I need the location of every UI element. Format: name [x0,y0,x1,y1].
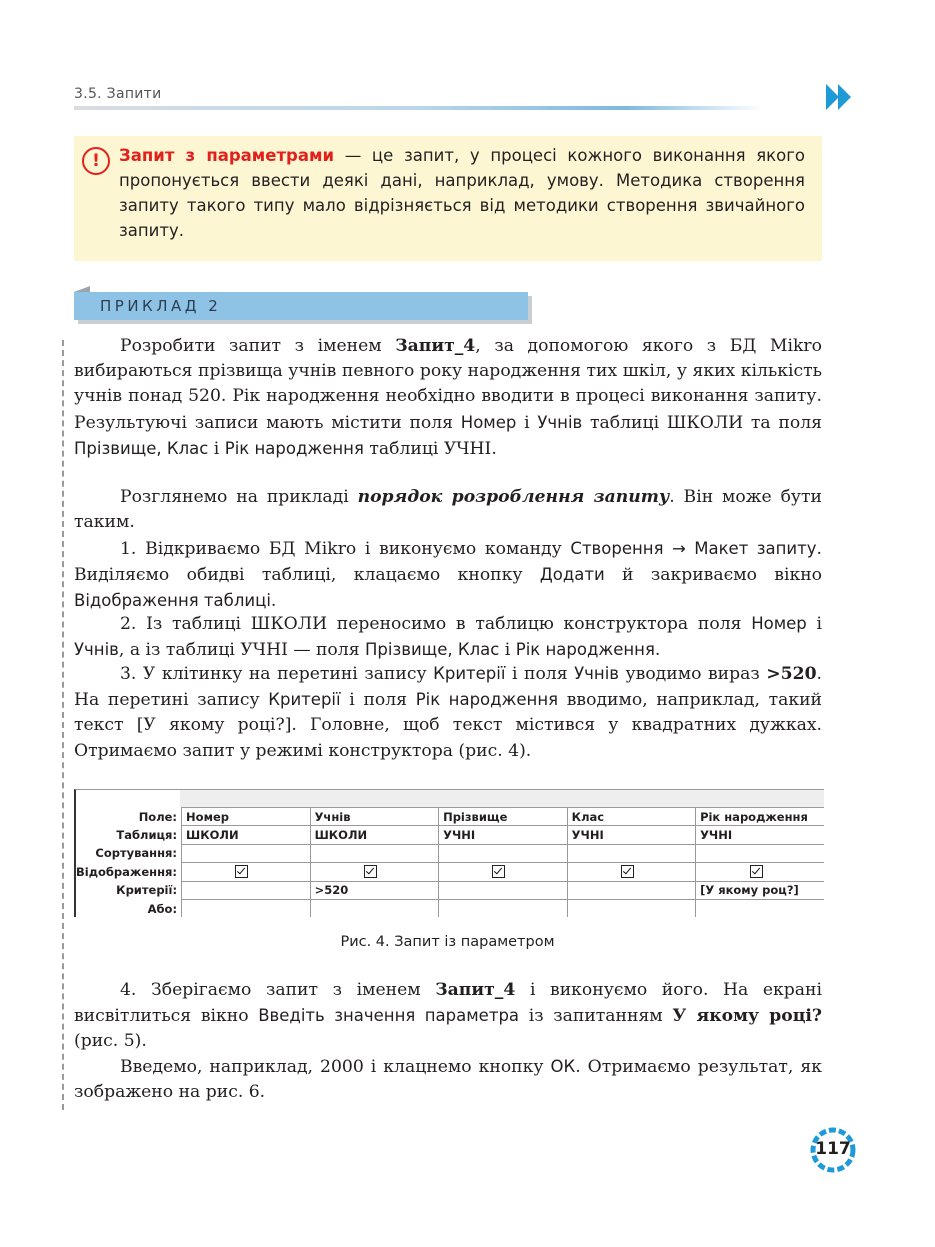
grid-row-criteria [76,881,824,899]
paragraph-step-4: 4. Зберігаємо запит з іменем Запит_4 і виконуємо його. На екрані висвітлиться вікно Введіть значення параметра із запитанням У якому році? (рис. 5). [74,980,822,1052]
grid-row-table [76,826,824,844]
example-banner [74,292,528,320]
grid-row-or [76,899,824,917]
grid-cell[interactable] [182,844,311,862]
show-checkbox[interactable] [750,865,763,878]
show-checkbox[interactable] [621,865,634,878]
row-label: Сортування: [95,846,178,861]
double-arrow-icon [826,84,854,110]
definition-body: — це запит, у процесі кожного виконання якого пропонується ввести деякі дані, наприклад, умову. Методика створення запиту такого типу мало відрізняється від методики створення звичайного запиту. [119,146,805,240]
grid-cell[interactable]: ШКОЛИ [310,826,439,844]
row-label: Поле: [138,809,178,824]
row-label: Таблиця: [116,828,178,843]
grid-cell[interactable]: Рік народження [696,808,824,826]
grid-cell[interactable]: >520 [310,881,439,899]
grid-cell[interactable] [310,899,439,917]
grid-cell[interactable] [696,899,824,917]
example-label: ПРИКЛАД 2 [100,297,222,315]
example-margin-line [62,340,64,1110]
grid-cell [310,863,439,881]
grid-cell[interactable] [567,899,695,917]
grid-header-bar [180,790,824,807]
show-checkbox[interactable] [364,865,377,878]
grid-cell[interactable] [439,844,568,862]
paragraph-step-3: 3. У клітинку на перетині запису Критерії і поля Учнів уводимо вираз >520. На перетині запису Критерії і поля Рік народження вводимо, наприклад, такий текст [У якому році?]. Головне, щоб текст містився у квадратних дужках. Отримаємо запит у режимі конструктора (рис. 4). [74,664,822,761]
paragraph-task: Розробити запит з іменем Запит_4, за допомогою якого з БД Mikro вибираються прізвища учнів певного року народження тих шкіл, у яких кількість учнів понад 520. Рік народження необхідно вводити в процесі виконання запиту. Результуючі записи мають містити поля Номер і Учнів таблиці ШКОЛИ та поля Прізвище, Клас і Рік народження таблиці УЧНІ. [74,336,822,459]
grid-cell[interactable] [182,881,311,899]
grid-cell[interactable]: УЧНІ [439,826,568,844]
grid-cell [439,863,568,881]
paragraph-result: Введемо, наприклад, 2000 і клацнемо кнопку ОК. Отримаємо результат, як зображено на рис. 6. [74,1057,822,1103]
exclamation-icon: ! [82,147,110,175]
grid-cell[interactable] [567,844,695,862]
paragraph-step-2: 2. Із таблиці ШКОЛИ переносимо в таблицю конструктора поля Номер і Учнів, а із таблиці УЧНІ — поля Прізвище, Клас і Рік народження. [74,614,822,661]
grid-cell[interactable] [182,899,311,917]
definition-term: Запит з параметрами [119,146,335,165]
grid-cell[interactable] [310,844,439,862]
grid-cell[interactable]: [У якому роц?] [696,881,824,899]
header-rule [74,106,764,110]
page-number-badge [809,1126,857,1174]
page-number: 117 [815,1139,851,1159]
show-checkbox[interactable] [492,865,505,878]
grid-cell[interactable]: УЧНІ [696,826,824,844]
grid-cell[interactable] [696,844,824,862]
grid-row-field [76,808,824,826]
grid-cell[interactable]: Прізвище [439,808,568,826]
row-label: Відображення: [76,864,178,879]
section-title: 3.5. Запити [74,86,162,102]
grid-cell [182,863,311,881]
grid-row-sort [76,844,824,862]
grid-cell[interactable] [439,899,568,917]
grid-cell[interactable]: ШКОЛИ [182,826,311,844]
grid-cell[interactable]: Учнів [310,808,439,826]
row-label: Або: [147,901,178,916]
query-grid-table [76,807,824,917]
grid-cell[interactable]: Клас [567,808,695,826]
paragraph-intro: Розглянемо на прикладі порядок розроблення запиту. Він може бути таким. [74,487,822,533]
show-checkbox[interactable] [235,865,248,878]
figure-caption: Рис. 4. Запит із параметром [340,934,555,950]
grid-cell[interactable] [567,881,695,899]
grid-cell[interactable] [439,881,568,899]
definition-text [119,143,805,243]
grid-cell [567,863,695,881]
paragraph-step-1: 1. Відкриваємо БД Mikro і виконуємо команду Створення → Макет запиту. Виділяємо обидві таблиці, клацаємо кнопку Додати й закриваємо вікно Відображення таблиці. [74,539,823,612]
query-design-grid [74,789,824,917]
grid-cell [696,863,824,881]
definition-box [74,136,822,261]
row-label: Критерії: [116,883,178,898]
grid-cell[interactable]: Номер [182,808,311,826]
grid-row-show [76,863,824,881]
grid-cell[interactable]: УЧНІ [567,826,695,844]
